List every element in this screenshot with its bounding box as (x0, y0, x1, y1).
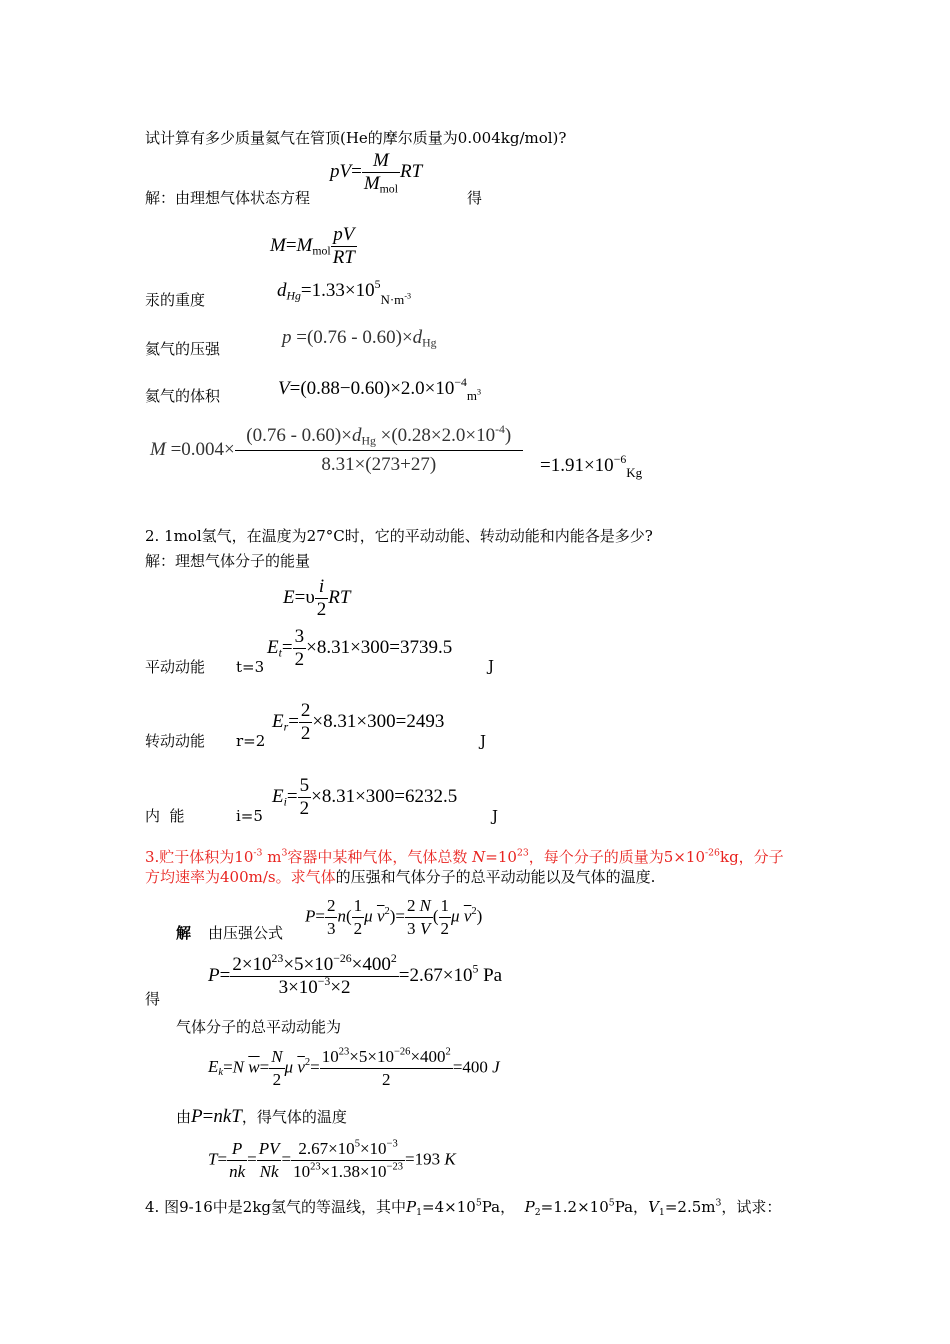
rotational-unit: J (480, 732, 487, 750)
q1-intro: 试计算有多少质量氦气在管顶(He的摩尔质量为0.004kg/mol)? (145, 129, 567, 147)
internal-param: i=5 (236, 807, 263, 825)
internal-energy-formula: $E_i=$ $\frac{5}{2}$ ×8.31×300=6232.5 (272, 775, 458, 819)
helium-pressure-formula: $p =(0.76 - 0.60)\times d_{Hg}$ (282, 327, 437, 350)
q2-title: 2. 1mol氢气，在温度为27°C时，它的平动动能、转动动能和内能各是多少? (145, 527, 653, 545)
q4-text: 4. 图9-16中是2kg氢气的等温线，其中$P_1=4\times 10^5Pa$， $P_2=1.2\times 10^5Pa$，$V_1=2.5m^3$，试求： (145, 1197, 782, 1218)
q3-line2: 方均速率为400m/s。求气体的压强和气体分子的总平动动能以及气体的温度. (145, 868, 656, 886)
q2-solution: 解：理想气体分子的能量 (145, 552, 311, 570)
q1-solution-suffix: 得 (467, 189, 483, 207)
translational-unit: J (488, 657, 495, 675)
q3-solution-text: 由压强公式 (208, 924, 284, 942)
rotational-energy-formula: $E_r=$ $\frac{2}{2}$ ×8.31×300=2493 (272, 700, 445, 744)
helium-mass-result: $=1.91\times 10^{-6}_{Kg}$ (540, 452, 643, 480)
temperature-formula: T= $\frac{P}{nk}$ = $\frac{PV}{Nk}$ = $\frac{2.67\times 10^5\times 10^{-3}}{10^{23}\times 1.38\times 10^{-23}}$ =193 K (208, 1138, 456, 1181)
rotational-label: 转动动能 (145, 732, 206, 750)
rotational-param: r=2 (236, 732, 266, 750)
helium-volume-formula: $V=(0.88-0.60)\times 2.0\times 10^{-4}_{m^3}$ (278, 375, 482, 403)
translational-energy-formula: $E_t=$ $\frac{3}{2}$ ×8.31×300=3739.5 (267, 626, 453, 670)
kinetic-energy-formula: $E_k=N$ $\overline{w}=$ $\frac{N}{2}$ μ $\overline{v}^2=$ $\frac{10^{23}\times 5\times 10^{-26}\times 400^2}{2}$ =400 J (208, 1046, 500, 1089)
q3-line1: 3.贮于体积为$10^{-3}$ $m^3$容器中某种气体，气体总数 $N=10^{23}$，每个分子的质量为$5\times 10^{-26}kg$，分子 (145, 847, 784, 866)
translational-param: t=3 (236, 658, 265, 676)
translational-label: 平动动能 (145, 658, 206, 676)
internal-label: 内 能 (145, 807, 185, 825)
mass-formula: $M=M_{mol}$ $\frac{pV}{RT}$ (270, 224, 355, 268)
ideal-gas-equation: pV= M $M_{mol}$ RT (330, 150, 423, 196)
mercury-weight-label: 汞的重度 (145, 291, 206, 309)
q1-solution-prefix: 解：由理想气体状态方程 (145, 189, 311, 207)
pressure-result: P= $\frac{2\times 10^{23}\times 5\times 10^{-26}\times 400^2}{3\times 10^{-3}\times 2}$ $=2.67\times 10^5$ Pa (208, 951, 503, 998)
pressure-formula: P= $\frac{2}{3}$ n( $\frac{1}{2}$ μ $\overline{v}^2)=$ $\frac{2}{3}$ $\frac{N}{V}$ ( $\frac{1}{2}$ μ $\overline{v}^2$) (305, 896, 483, 938)
kinetic-energy-label: 气体分子的总平动动能为 (176, 1018, 342, 1036)
helium-pressure-label: 氦气的压强 (145, 340, 221, 358)
helium-mass-formula: M =0.004× $(0.76 - 0.60)\times d_{Hg} \times(0.28\times 2.0\times 10^{-4})$ 8.31×(273+27) (150, 425, 523, 476)
internal-unit: J (492, 807, 499, 825)
q3-de: 得 (145, 990, 161, 1008)
energy-formula: E=υ $\frac{i}{2}$ RT (283, 576, 351, 620)
q3-solution-label: 解 (176, 924, 192, 942)
mercury-weight-formula: $d_{Hg}=1.33\times 10^5_{N\cdot m^{-3}}$ (277, 277, 412, 307)
temperature-intro: 由P=nkT，得气体的温度 (176, 1106, 347, 1127)
helium-volume-label: 氦气的体积 (145, 387, 221, 405)
